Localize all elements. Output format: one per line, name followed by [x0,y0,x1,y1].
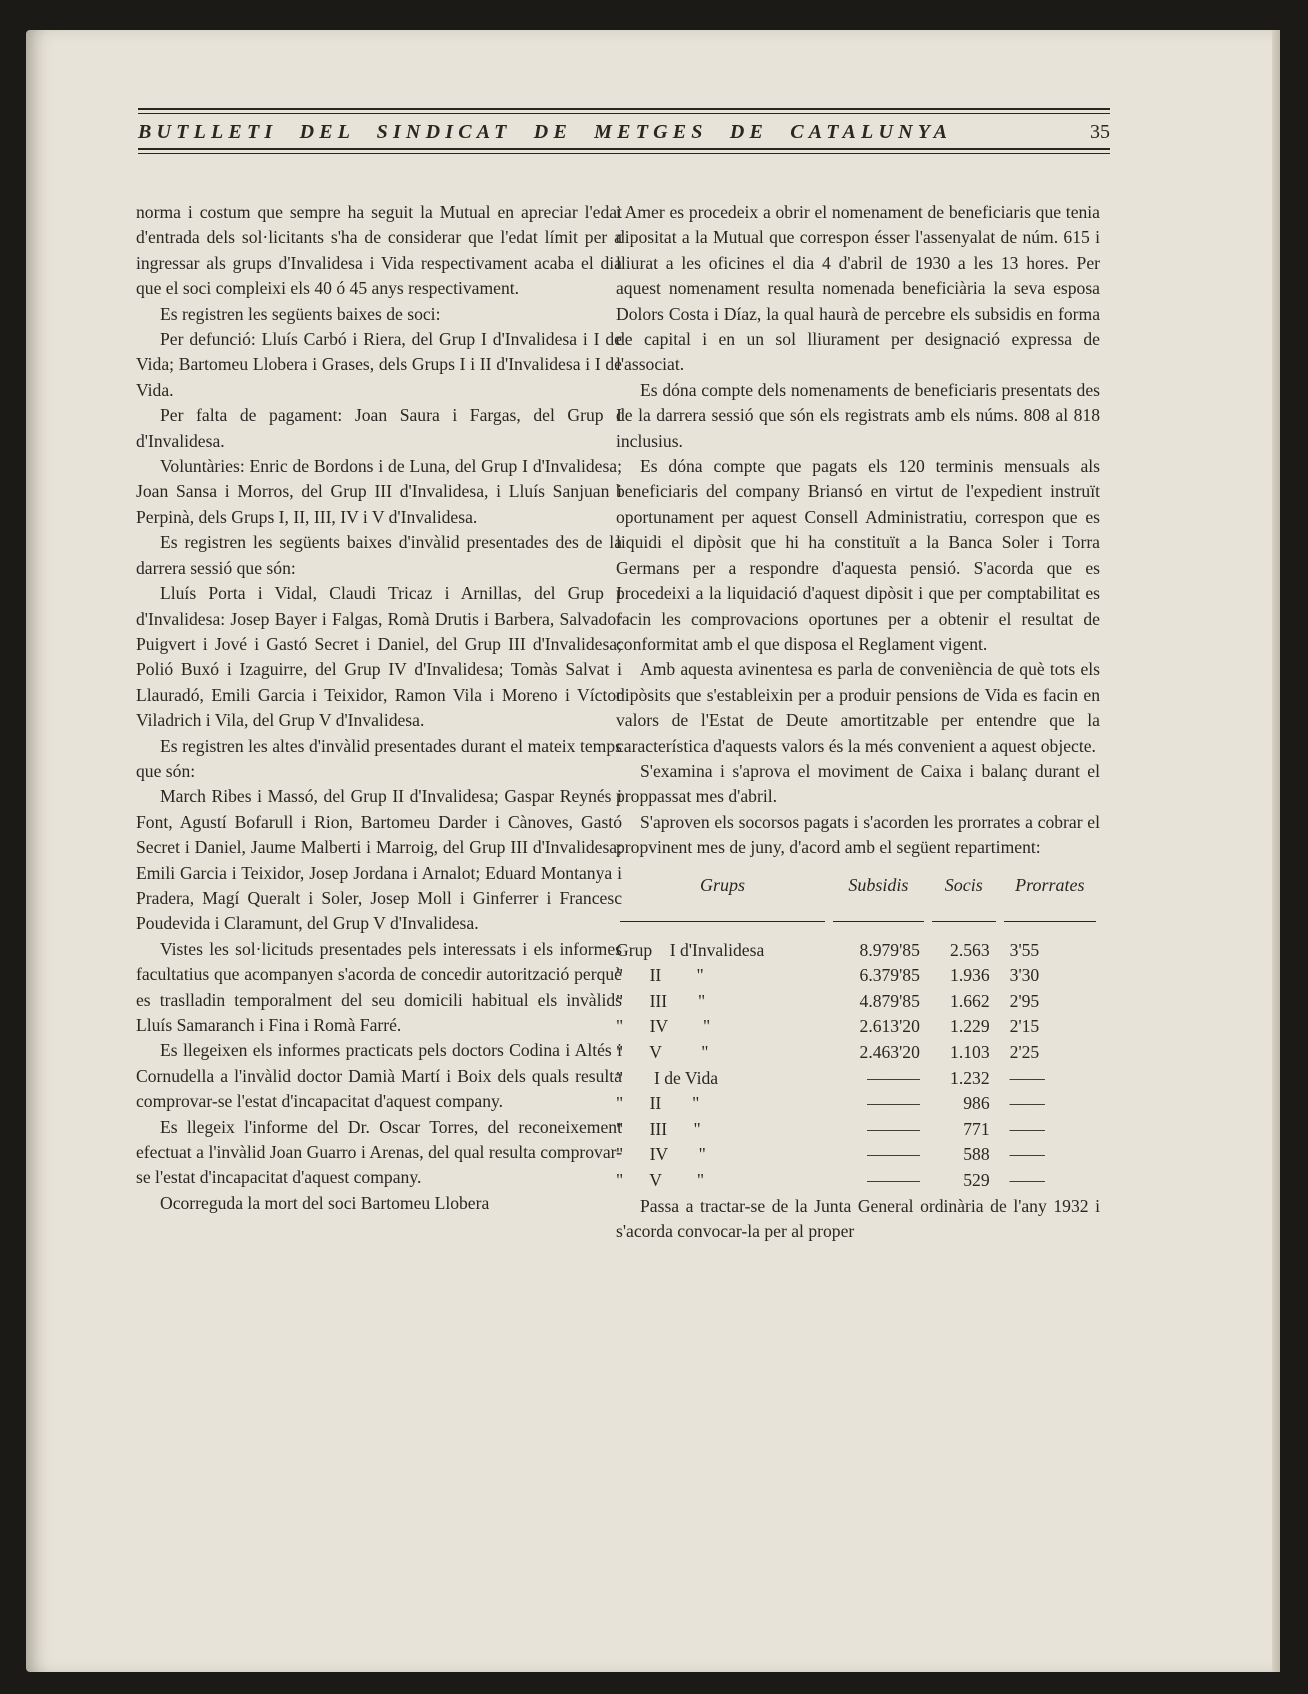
paragraph: Per defunció: Lluís Carbó i Riera, del Grup I d'Invalidesa i I de Vida; Bartomeu Llobera i Grases, dels Grups I i II d'Invalidesa i I de Vida. [136,329,622,400]
header-underline [829,912,928,938]
left-column [136,200,622,1216]
cell-socis: 1.103 [950,1042,990,1063]
paragraph: Amb aquesta avinentesa es parla de conveniència de què tots els dipòsits que s'estableixin per a produir pensions de Vida es facin en valors de l'Estat de Deute amortitzable per entendre que la característica d'aquests valors és la més convenient a aquest objecte. [616,659,1100,756]
cell-socis: 1.936 [950,965,990,986]
cell-grup: " IV " [616,1144,706,1165]
header-rule-bottom [138,148,1110,150]
cell-prorrates: —— [1009,1067,1045,1088]
cell-prorrates: 2'25 [1009,1042,1040,1063]
col-header-socis: Socis [944,874,983,895]
prorrates-table-body [616,938,1100,1194]
paragraph: Es dóna compte que pagats els 120 terminis mensuals als beneficiaris del company Briansó en virtut de l'expedient instruït oportunament per aquest Consell Administratiu, correspon que es liquidi el dipòsit que hi ha constituït a la Banca Soler i Torra Germans per a respondre d'aquesta pensió. S'acorda que es procedeixi a la liquidació d'aquest dipòsit i que per comptabilitat es facin les comprovacions oportunes per a obtenir el resultat de conformitat amb el que disposa el Reglament vigent. [616,456,1100,654]
cell-prorrates: 2'95 [1009,990,1040,1011]
table-row [616,1142,1100,1168]
journal-title: BUTLLETI DEL SINDICAT DE METGES DE CATALUNYA [138,121,953,143]
paragraph: Es dóna compte dels nomenaments de beneficiaris presentats des de la darrera sessió que són els registrats amb els núms. 808 al 818 inclusius. [616,379,1100,451]
paragraph: Es registren les següents baixes d'invàlid presentades des de la darrera sessió que són: [136,532,622,578]
paragraph: Es registren les següents baixes de soci: [160,303,441,324]
header-underline [616,912,829,938]
table-row [616,1066,1100,1092]
paragraph: Lluís Porta i Vidal, Claudi Tricaz i Arnillas, del Grup I d'Invalidesa: Josep Bayer i Falgas, Romà Drutis i Barbera, Salvador Puigvert i Jové i Gastó Secret i Daniel, del Grup III d'Invalidesa; Polió Buxó i Izaguirre, del Grup IV d'Invalidesa; Tomàs Salvat i Llauradó, Emili Garcia i Teixidor, Ramon Vila i Moreno i Víctor Viladrich i Vila, del Grup V d'Invalidesa. [136,583,622,731]
cell-grup: " I de Vida [616,1067,719,1088]
table-row [616,938,1100,964]
cell-prorrates: 3'55 [1009,939,1040,960]
prorrates-table [616,873,1100,1194]
cell-socis: 1.232 [950,1067,990,1088]
cell-grup: " II " [616,1093,700,1114]
paragraph: March Ribes i Massó, del Grup II d'Invalidesa; Gaspar Reynés i Font, Agustí Bofarull i Rion, Bartomeu Darder i Cànoves, Gastó Secret i Daniel, Jaume Malberti i Marroig, del Grup III d'Invalidesa; Emili Garcia i Teixidor, Josep Jordana i Arnalot; Eduard Montanya i Pradera, Magí Queralt i Soler, Josep Moll i Ginferrer i Francesc Poudevida i Claramunt, del Grup V d'Invalidesa. [136,786,622,934]
page-edge [1272,30,1280,1672]
cell-subsidis: ——— [867,1093,920,1114]
running-header [138,108,1110,154]
cell-grup: " III " [616,1118,701,1139]
col-header-grups: Grups [699,874,745,895]
cell-grup: " II " [616,965,704,986]
table-row [616,989,1100,1015]
cell-subsidis: ——— [867,1144,920,1165]
cell-grup: " V " [616,1042,709,1063]
cell-subsidis: 2.613'20 [859,1016,920,1037]
cell-prorrates: —— [1009,1093,1045,1114]
cell-socis: 1.229 [950,1016,990,1037]
paragraph: Es llegeixen els informes practicats pels doctors Codina i Altés i Cornudella a l'invàlid doctor Damià Martí i Boix dels quals resulta comprovar-se l'estat d'incapacitat d'aquest company. [136,1040,622,1112]
table-row [616,1091,1100,1117]
cell-socis: 986 [963,1093,990,1114]
table-row [616,963,1100,989]
header-rule-top [138,108,1110,110]
cell-socis: 529 [963,1170,990,1190]
cell-socis: 2.563 [950,939,990,960]
paragraph: S'aproven els socorsos pagats i s'acorden les prorrates a cobrar el propvinent mes de juny, d'acord amb el següent repartiment: [616,811,1100,858]
cell-subsidis: 6.379'85 [859,965,920,986]
paragraph: i Amer es procedeix a obrir el nomenament de beneficiaris que tenia dipositat a la Mutual que correspon ésser l'assenyalat de núm. 615 i lliurat a les oficines el dia 4 d'abril de 1930 a les 13 hores. Per aquest nomenament resulta nomenada beneficiària la seva esposa Dolors Costa i Díaz, la qual haurà de percebre els subsidis en forma de capital i en un sol lliurament per designació expressa de l'associat. [616,202,1100,375]
cell-grup: " V " [616,1170,705,1190]
paragraph: Per falta de pagament: Joan Saura i Fargas, del Grup I d'Invalidesa. [136,405,622,451]
cell-prorrates: —— [1009,1170,1045,1190]
paragraph: Passa a tractar-se de la Junta General ordinària de l'any 1932 i s'acorda convocar-la per al proper [616,1195,1100,1241]
paragraph: Vistes les sol·licituds presentades pels interessats i els informes facultatius que acompanyen s'acorda de concedir autorització perquè es traslladin temporalment del seu domicili habitual els invàlids Lluís Samaranch i Fina i Romà Farré. [136,938,622,1035]
header-underline [1000,912,1100,938]
right-column [616,200,1100,1244]
cell-subsidis: 8.979'85 [859,939,920,960]
cell-subsidis: ——— [867,1067,920,1088]
cell-grup: " IV " [616,1016,711,1037]
cell-subsidis: ——— [867,1170,920,1190]
paragraph: Voluntàries: Enric de Bordons i de Luna, del Grup I d'Invalidesa; Joan Sansa i Morros, del Grup III d'Invalidesa, i Lluís Sanjuan i Perpinà, dels Grups I, II, III, IV i V d'Invalidesa. [136,456,622,527]
table-row [616,1168,1100,1194]
cell-socis: 771 [963,1118,990,1139]
cell-grup: " III " [616,990,706,1011]
table-row [616,1040,1100,1066]
cell-prorrates: 2'15 [1009,1016,1040,1037]
cell-subsidis: ——— [867,1118,920,1139]
cell-socis: 588 [963,1144,990,1165]
paragraph: Es registren les altes d'invàlid presentades durant el mateix temps que són: [136,735,622,781]
page-number: 35 [1090,121,1110,143]
col-header-subsidis: Subsidis [848,874,909,895]
table-row [616,1117,1100,1143]
cell-subsidis: 2.463'20 [859,1042,920,1063]
cell-grup: Grup I d'Invalidesa [616,939,765,960]
cell-prorrates: —— [1009,1118,1045,1139]
paragraph: norma i costum que sempre ha seguit la Mutual en apreciar l'edat d'entrada dels sol·licitants s'ha de considerar que l'edat límit per a ingressar als grups d'Invalidesa i Vida respectivament acaba el dia que el soci compleixi els 40 ó 45 anys respectivament. [136,202,622,299]
cell-prorrates: 3'30 [1009,965,1040,986]
col-header-prorrates: Prorrates [1015,874,1085,895]
table-row [616,1014,1100,1040]
paragraph: Es llegeix l'informe del Dr. Oscar Torres, del reconeixement efectuat a l'invàlid Joan Guarro i Arenas, del qual resulta comprovar-se l'estat d'incapacitat d'aquest company. [136,1116,622,1188]
paragraph: S'examina i s'aprova el moviment de Caixa i balanç durant el proppassat mes d'abril. [616,760,1100,807]
cell-subsidis: 4.879'85 [859,990,920,1011]
header-rule-bottom-thin [138,153,1110,154]
cell-prorrates: —— [1009,1144,1045,1165]
header-underline [928,912,1000,938]
paragraph: Ocorreguda la mort del soci Bartomeu Llobera [160,1192,490,1213]
cell-socis: 1.662 [950,990,990,1011]
